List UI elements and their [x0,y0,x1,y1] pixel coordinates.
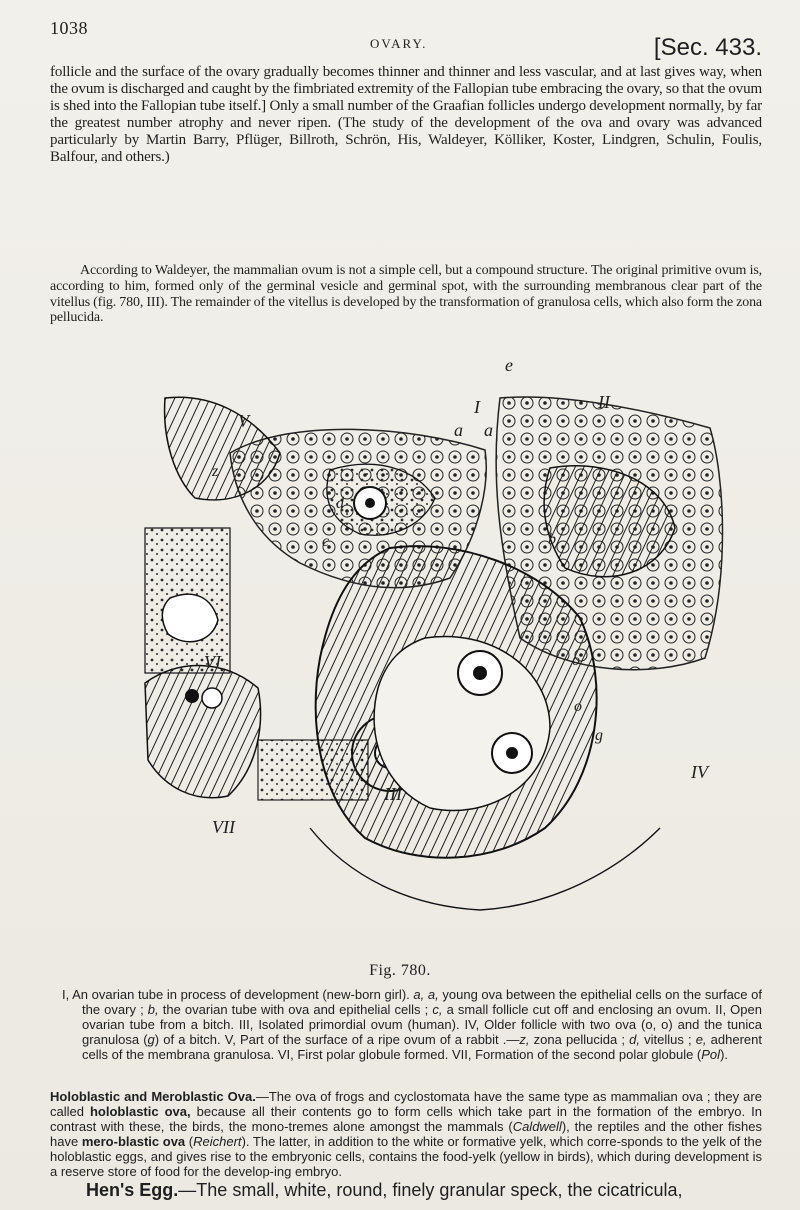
figure-title: Fig. 780. [369,962,431,979]
closing-line [86,1180,683,1201]
label-c: c [322,533,330,550]
holoblastic-meroblastic-section [50,1090,762,1180]
caldwell-reference: Caldwell [512,1118,562,1134]
caption-b: b, [147,1001,159,1017]
caption-c: c, [432,1001,443,1017]
caption-e: e, [695,1031,707,1047]
holoblastic-term: holoblastic ova, [89,1103,191,1119]
meroblastic-term: mero-blastic ova [81,1133,186,1149]
label-b: b [548,531,556,548]
caption-text-8: ). [720,1046,729,1062]
label-e: e [505,358,513,375]
caption-text-4: ) of a bitch. V, Part of the surface of a ripe ovum of a rabbit .— [154,1031,520,1047]
page-header [50,18,762,61]
caption-text-5: zona pellucida ; [529,1031,625,1047]
label-panel-vii: VII [212,817,235,837]
label-panel-v: V [238,411,249,431]
hens-egg-term: Hen's Egg. [86,1180,179,1200]
caption-text-7: adherent cells of the membrana granulosa. VI, First polar globule formed. VII, Formation of the second polar globule ( [82,1031,762,1062]
section-text-4: ( [185,1133,194,1149]
figure-780 [140,358,760,958]
caption-pol: Pol [701,1046,721,1062]
caption-z: z, [519,1031,530,1047]
paragraph-ovary-follicles: follicle and the surface of the ovary gradually becomes thinner and thinner and less vascular, and at last gives way, when the ovum is discharged and caught by the fimbriated extremity of the Fallopian tube embracing the ovary, so that the ovum is shed into the Fallopian tube itself.] Only a small number of the Graafian follicles undergo development normally, by far the greatest number atrophy and never ripen. (The study of the development of the ova and ovary was advanced particularly by Martin Barry, Pflüger, Billroth, Schrön, His, Waldeyer, Kölliker, Koster, Lindgren, Schulin, Foulis, Balfour, and others.) [50,64,762,166]
caption-g: g [147,1031,155,1047]
label-a-right: a [484,420,493,440]
caption-d: d, [629,1031,640,1047]
page-number: 1038 [50,18,88,38]
section-text-3: ), the reptiles and the other fishes have [50,1118,763,1149]
section-text-5: ). The latter, in addition to the white or formative yelk, which corre-sponds to the yelk of the holoblastic eggs, and gives rise to the embryonic cells, contains the food-yelk (yellow in birds), which during development is a reserve store of food for the develop-ing embryo. [50,1133,762,1179]
caption-text-1: young ova between the epithelial cells on the surface of the ovary ; [82,987,763,1017]
label-o-lower: o [574,698,582,715]
running-title: OVARY. [370,36,428,51]
caption-text-6: vitellus ; [639,1031,692,1047]
label-d: d [336,495,344,512]
label-z: z [212,463,219,480]
label-panel-iv: IV [691,762,708,782]
paragraph-waldeyer: According to Waldeyer, the mammalian ovum is not a simple cell, but a compound structure. The original primitive ovum is, according to him, formed only of the germinal vesicle and germinal spot, with the surrounding membranous clear part of the vitellus (fig. 780, III). The remainder of the vitellus is developed by the transformation of granulosa cells, which also form the zona pellucida. [50,263,762,326]
reichert-reference: Reichert [193,1133,242,1149]
section-text-1: —The ova of frogs and cyclostomata have the same type as mammalian ova ; they are called [50,1089,762,1119]
caption-lead: I, An ovarian tube in process of development (new-born girl). [62,987,410,1002]
label-panel-iii: III [384,784,402,804]
figure-caption [62,987,763,1063]
closing-text: —The small, white, round, finely granular speck, the cicatricula, [178,1180,683,1200]
figure-illustration [140,358,760,958]
caption-a: a, a, [413,987,439,1002]
section-heading: Holoblastic and Meroblastic Ova. [50,1089,256,1104]
section-reference: [Sec. 433. [653,34,762,61]
caption-text-2: the ovarian tube with ova and epithelial cells ; [158,1001,429,1017]
label-panel-i: I [474,397,480,417]
label-panel-ii: II [598,392,610,412]
caption-text-3: a small follicle cut off and enclosing an ovum. II, Open ovarian tube from a bitch. III, Isolated primordial ovum (human). IV, Older follicle with two ova (o, o) and the tunica granulosa ( [82,1001,762,1047]
label-o-upper: o [572,652,580,669]
section-text-2: because all their contents go to form cells which take part in the formation of the embryo. In contrast with these, the birds, the mono-tremes alone amongst the mammals ( [50,1103,762,1134]
label-panel-vi: VI [204,652,221,672]
label-a-left: a [454,420,463,440]
label-g: g [595,727,603,744]
